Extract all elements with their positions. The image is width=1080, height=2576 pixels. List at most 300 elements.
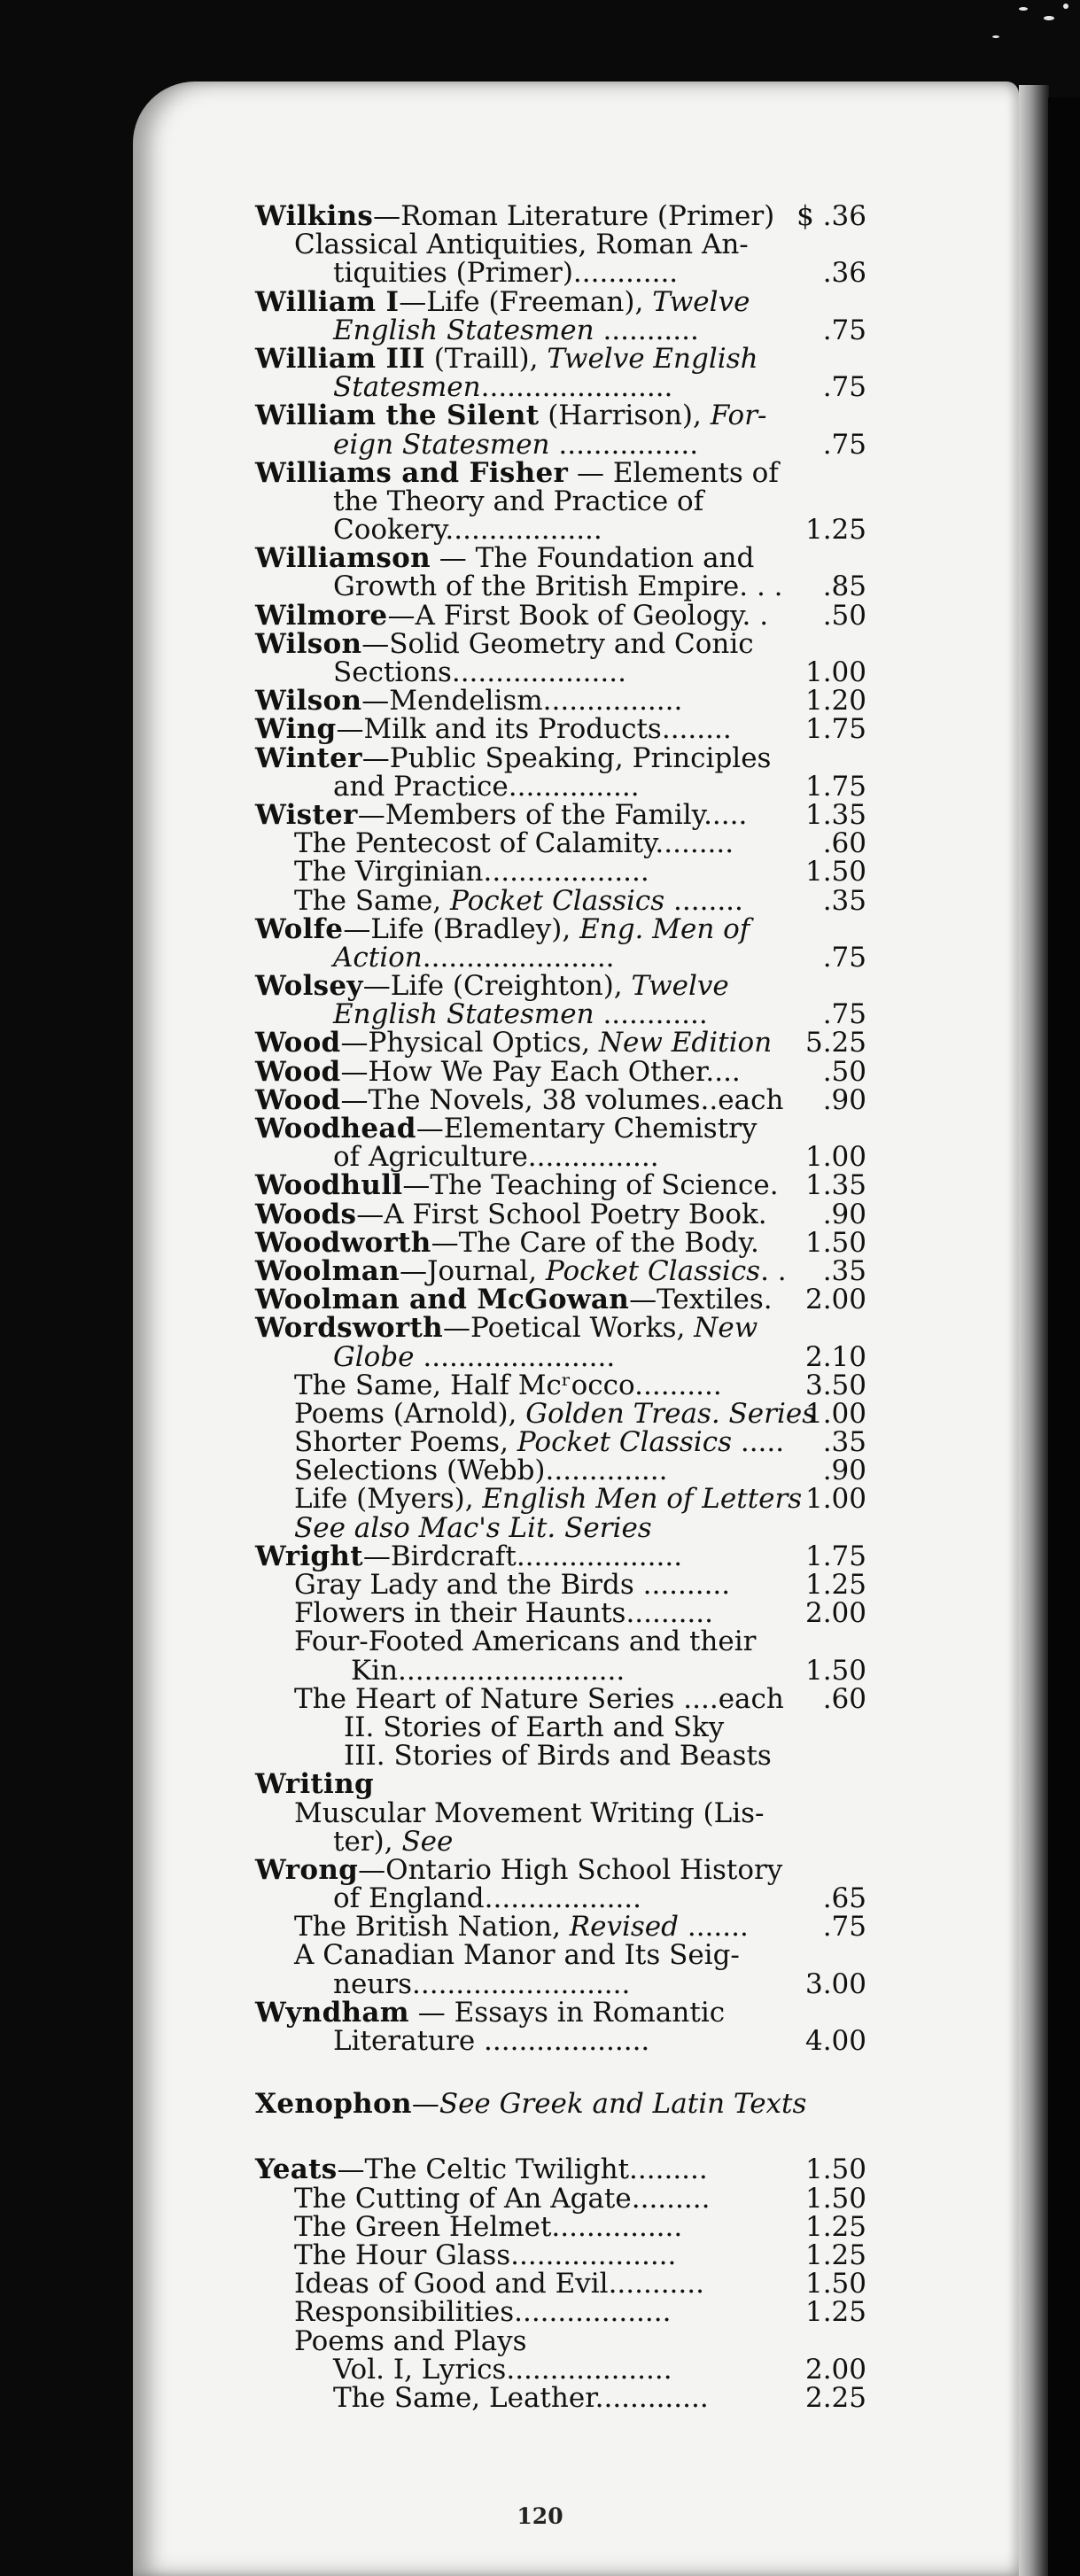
catalog-entry [255, 685, 866, 718]
entry-author: Wright [255, 1540, 363, 1572]
entry-text [255, 1998, 725, 2027]
catalog-entry [255, 2184, 866, 2213]
entry-price: .75 [822, 998, 866, 1031]
entry-title: The Heart of Nature Series ....each [294, 1682, 784, 1715]
entry-author: Wing [255, 713, 337, 746]
catalog-entry [255, 2268, 866, 2301]
entry-title: (Traill), [424, 342, 548, 375]
catalog-entry [255, 2210, 866, 2243]
entry-title: Sections.................... [333, 656, 626, 688]
entry-price: 3.00 [804, 1967, 866, 2000]
entry-price: 1.50 [804, 856, 866, 888]
entry-title: Poems and Plays [294, 2324, 527, 2357]
entry-author: Wilson [255, 627, 362, 660]
entry-title: III. Stories of Birds and Beasts [344, 1740, 772, 1773]
entry-price: .35 [822, 1254, 866, 1287]
entry-text [294, 1456, 667, 1485]
page-edge [1019, 85, 1049, 2576]
catalog-entry [255, 1340, 866, 1373]
entry-title: — [411, 2088, 439, 2121]
entry-title: Growth of the British Empire. . . [333, 570, 783, 603]
entry-price: .65 [822, 1882, 866, 1915]
entry-title: —Life (Creighton), [362, 970, 632, 1003]
entry-italic-title: Statesmen [333, 371, 481, 404]
entry-author: Yeats [255, 2153, 338, 2186]
entry-author: Wyndham [255, 1996, 409, 2029]
entry-title: The Pentecost of Calamity......... [294, 827, 734, 860]
catalog-listing [255, 202, 866, 2412]
entry-title: The Same, [294, 884, 451, 917]
entry-title: The Hour Glass................... [294, 2238, 677, 2271]
entry-text [333, 514, 602, 547]
entry-leader: ........ [664, 884, 743, 917]
entry-title: Flowers in their Haunts.......... [294, 1597, 713, 1630]
catalog-entry [255, 884, 866, 917]
entry-text [255, 713, 732, 746]
entry-title: Muscular Movement Writing (Lis- [294, 1796, 765, 1829]
catalog-entry [255, 1542, 866, 1571]
entry-author: Writing [255, 1768, 374, 1801]
entry-text [333, 1141, 659, 1174]
entry-price: 2.10 [804, 1340, 866, 1373]
entry-text [294, 1796, 765, 1829]
entry-title: The Green Helmet............... [294, 2210, 683, 2243]
entry-text [294, 2268, 704, 2301]
catalog-entry [255, 1285, 866, 1314]
catalog-entry [255, 1312, 866, 1345]
entry-title: —Life (Bradley), [343, 912, 580, 945]
catalog-entry [255, 1456, 866, 1485]
catalog-entry [255, 2155, 866, 2184]
catalog-entry [255, 316, 866, 345]
entry-title: —A First School Poetry Book. [356, 1198, 767, 1230]
entry-italic-title: Revised [569, 1911, 679, 1944]
entry-text [333, 1340, 616, 1373]
entry-title: Shorter Poems, [294, 1426, 517, 1459]
entry-text [255, 1200, 767, 1229]
entry-price: 1.00 [804, 1141, 866, 1174]
entry-title: —The Novels, 38 volumes..each [340, 1083, 784, 1116]
entry-text [294, 884, 743, 917]
entry-title: — Essays in Romantic [408, 1996, 726, 2029]
entry-price: 1.75 [804, 1540, 866, 1572]
entry-author: Woolman and McGowan [255, 1284, 630, 1316]
entry-author: Wilkins [255, 200, 374, 232]
entry-text [333, 572, 783, 601]
entry-italic-title: Pocket Classics [517, 1426, 732, 1459]
entry-text [333, 428, 699, 461]
entry-title: Gray Lady and the Birds .......... [294, 1569, 731, 1601]
entry-title: ...................... [480, 371, 673, 404]
entry-price: 2.00 [804, 1284, 866, 1316]
catalog-entry [255, 428, 866, 461]
entry-author: Wilson [255, 685, 362, 718]
entry-text [294, 230, 749, 259]
entry-text [333, 1884, 641, 1913]
entry-author: Williams and Fisher [255, 456, 569, 489]
entry-author: Woods [255, 1198, 357, 1230]
entry-italic-title: English Statesmen [333, 998, 594, 1031]
entry-title: —Solid Geometry and Conic [361, 627, 754, 660]
entry-title: —The Teaching of Science. [402, 1169, 779, 1202]
entry-price: 1.25 [804, 514, 866, 547]
entry-text [294, 1397, 817, 1430]
entry-title: Selections (Webb).............. [294, 1455, 668, 1487]
entry-italic-title: Pocket Classics [450, 884, 665, 917]
entry-title: —Public Speaking, Principles [361, 741, 772, 774]
entry-text [255, 1114, 758, 1143]
catalog-entry [255, 1028, 866, 1057]
catalog-entry [255, 1511, 866, 1544]
entry-price: .90 [822, 1083, 866, 1116]
entry-text [333, 257, 679, 290]
entry-text [344, 1713, 724, 1742]
entry-title: ............ [594, 998, 708, 1031]
entry-price: .75 [822, 314, 866, 346]
entry-italic-title: eign Statesmen [333, 428, 550, 461]
entry-text [255, 1169, 779, 1202]
entry-price: 1.50 [804, 2153, 866, 2186]
entry-price: .36 [822, 257, 866, 290]
entry-title: Vol. I, Lyrics................... [333, 2353, 672, 2386]
catalog-entry [255, 2355, 866, 2384]
entry-price: 1.75 [804, 713, 866, 746]
entry-author: Wolfe [255, 912, 344, 945]
entry-text [294, 1911, 749, 1944]
entry-italic-title: Action [333, 941, 423, 974]
entry-title: ter), [333, 1825, 402, 1858]
entry-text [333, 658, 626, 687]
catalog-entry [255, 1397, 866, 1430]
catalog-entry [255, 798, 866, 831]
entry-text [294, 1597, 713, 1630]
entry-author: Xenophon [255, 2088, 412, 2121]
entry-text [333, 2381, 709, 2414]
entry-text [255, 1226, 759, 1259]
entry-price: 1.25 [804, 2238, 866, 2271]
entry-title: ...................... [414, 1340, 616, 1373]
entry-price: 1.50 [804, 2268, 866, 2301]
catalog-entry [255, 401, 866, 430]
catalog-entry [255, 371, 866, 404]
entry-text [333, 998, 708, 1031]
catalog-entry [255, 1571, 866, 1599]
entry-leader: . . [760, 1254, 787, 1287]
catalog-entry [255, 230, 866, 259]
entry-italic-title: Golden Treas. Series [525, 1397, 817, 1430]
entry-price: 1.00 [804, 1483, 866, 1516]
catalog-entry [255, 202, 866, 230]
entry-text [294, 1511, 652, 1544]
entry-italic-title: New Edition [598, 1027, 773, 1059]
entry-title: The Virginian................... [294, 856, 649, 888]
entry-price: .50 [822, 1055, 866, 1088]
catalog-entry [255, 2238, 866, 2271]
catalog-entry [255, 1483, 866, 1516]
entry-title: —Journal, [399, 1254, 546, 1287]
entry-text [255, 627, 754, 660]
catalog-entry [255, 827, 866, 860]
catalog-entry [255, 1911, 866, 1944]
entry-text [294, 1571, 730, 1599]
entry-author: Woolman [255, 1254, 400, 1287]
entry-text [255, 2155, 708, 2184]
catalog-entry [255, 1254, 866, 1287]
entry-price: .75 [822, 371, 866, 404]
entry-text [294, 2184, 710, 2213]
catalog-entry [255, 2296, 866, 2329]
entry-text [333, 772, 640, 801]
catalog-entry [255, 1083, 866, 1116]
entry-text [333, 2355, 672, 2384]
catalog-entry [255, 2027, 866, 2055]
entry-title: ........... [594, 314, 699, 346]
entry-price: .90 [822, 1198, 866, 1230]
entry-price: 1.25 [804, 2296, 866, 2329]
entry-author: Wood [255, 1027, 341, 1059]
catalog-entry [255, 857, 866, 886]
entry-text [344, 1740, 772, 1773]
entry-text [294, 1939, 740, 1972]
entry-text [294, 827, 734, 860]
entry-price: 2.00 [804, 2353, 866, 2386]
catalog-entry [255, 1796, 866, 1829]
entry-price: .90 [822, 1455, 866, 1487]
catalog-entry [255, 2088, 866, 2121]
entry-text [255, 342, 758, 375]
entry-title: (Harrison), [539, 400, 711, 432]
catalog-entry [255, 1713, 866, 1742]
entry-italic-title: See also Mac's Lit. Series [294, 1511, 652, 1544]
catalog-entry [255, 1426, 866, 1459]
entry-price: 1.35 [804, 798, 866, 831]
entry-price: .35 [822, 884, 866, 917]
entry-title: Life (Myers), [294, 1483, 483, 1516]
catalog-entry [255, 1939, 866, 1972]
entry-text [294, 857, 649, 886]
entry-text [294, 1483, 803, 1516]
catalog-entry [255, 1853, 866, 1886]
entry-text [351, 1654, 625, 1687]
entry-italic-title: Globe [333, 1340, 415, 1373]
entry-author: William I [255, 285, 400, 318]
entry-text [294, 2324, 527, 2357]
entry-author: Woodworth [255, 1226, 431, 1259]
catalog-entry [255, 285, 866, 318]
entry-price: .35 [822, 1426, 866, 1459]
entry-price: 3.50 [804, 1369, 866, 1401]
entry-price: 1.00 [804, 656, 866, 688]
entry-text [255, 1285, 773, 1314]
entry-title: Cookery.................. [333, 514, 602, 547]
entry-text [294, 1426, 785, 1459]
catalog-entry [255, 1141, 866, 1174]
catalog-entry [255, 1371, 866, 1400]
entry-text [333, 943, 615, 972]
catalog-entry [255, 1169, 866, 1202]
catalog-entry [255, 1200, 866, 1229]
entry-title: The Cutting of An Agate......... [294, 2182, 711, 2215]
entry-title: the Theory and Practice of [333, 485, 704, 517]
catalog-entry [255, 542, 866, 575]
entry-title: ................ [549, 428, 699, 461]
entry-price: 1.25 [804, 2210, 866, 2243]
catalog-entry [255, 1740, 866, 1773]
entry-text [255, 401, 767, 430]
entry-title: — The Foundation and [430, 542, 755, 575]
catalog-entry [255, 943, 866, 972]
catalog-entry [255, 1226, 866, 1259]
entry-title: Responsibilities.................. [294, 2296, 672, 2329]
entry-price: .75 [822, 941, 866, 974]
catalog-entry [255, 1967, 866, 2000]
entry-author: Wister [255, 798, 358, 831]
entry-price: 4.00 [804, 2025, 866, 2057]
section-gap [255, 2118, 866, 2155]
catalog-entry [255, 998, 866, 1031]
catalog-entry [255, 2324, 866, 2357]
entry-text [255, 2088, 807, 2121]
entry-title: —Textiles. [629, 1284, 773, 1316]
entry-title: Classical Antiquities, Roman An- [294, 229, 749, 261]
entry-price: .50 [822, 599, 866, 632]
entry-title: —Birdcraft................... [362, 1540, 683, 1572]
entry-text [255, 912, 750, 945]
entry-title: —Poetical Works, [442, 1312, 695, 1345]
entry-title: Literature ................... [333, 2025, 650, 2057]
entry-text [255, 1853, 783, 1886]
entry-text [294, 2210, 683, 2243]
catalog-entry [255, 1998, 866, 2027]
entry-italic-title: English Men of Letters [482, 1483, 803, 1516]
entry-title: neurs......................... [333, 1967, 631, 2000]
entry-price: 1.35 [804, 1169, 866, 1202]
entry-text [255, 741, 772, 774]
entry-title: Poems (Arnold), [294, 1397, 526, 1430]
entry-price: .60 [822, 1682, 866, 1715]
entry-title: —A First Book of Geology. . [387, 599, 769, 632]
entry-italic-title: Twelve English [547, 342, 758, 375]
entry-price: 1.25 [804, 1569, 866, 1601]
entry-price: 2.00 [804, 1597, 866, 1630]
entry-author: Wood [255, 1055, 341, 1088]
entry-text [294, 2238, 677, 2271]
entry-author: Williamson [255, 542, 431, 575]
entry-title: A Canadian Manor and Its Seig- [294, 1939, 740, 1972]
catalog-entry [255, 1654, 866, 1687]
entry-price: 1.50 [804, 1654, 866, 1687]
catalog-entry [255, 601, 866, 630]
catalog-entry [255, 1627, 866, 1656]
catalog-entry [255, 1768, 866, 1801]
entry-text [255, 798, 748, 831]
entry-title: and Practice............... [333, 770, 640, 803]
catalog-entry [255, 1682, 866, 1715]
entry-author: Winter [255, 741, 362, 774]
entry-title: II. Stories of Earth and Sky [344, 1711, 725, 1743]
entry-title: tiquities (Primer)............ [333, 257, 679, 290]
entry-title: The Same, Half Mcʳocco.......... [294, 1369, 722, 1401]
entry-italic-title: For- [710, 400, 767, 432]
entry-author: Wordsworth [255, 1312, 443, 1345]
page-shadow [1048, 97, 1080, 2576]
entry-title: Ideas of Good and Evil........... [294, 2268, 704, 2301]
entry-title: —How We Pay Each Other.... [340, 1055, 741, 1088]
section-gap [255, 2055, 866, 2090]
entry-title: —Physical Optics, [340, 1027, 599, 1059]
catalog-entry [255, 2381, 866, 2414]
catalog-entry [255, 741, 866, 774]
entry-price: 5.25 [804, 1027, 866, 1059]
entry-text [255, 601, 768, 630]
entry-title: of Agriculture............... [333, 1141, 659, 1174]
catalog-entry [255, 572, 866, 601]
entry-author: Wrong [255, 1853, 359, 1886]
entry-author: Woodhull [255, 1169, 403, 1202]
catalog-entry [255, 713, 866, 746]
entry-italic-title: Twelve [652, 285, 750, 318]
entry-text [333, 1827, 453, 1856]
entry-text [255, 1083, 784, 1116]
entry-text [333, 487, 703, 516]
catalog-entry [255, 257, 866, 290]
entry-text [294, 1682, 784, 1715]
entry-leader: ....... [679, 1911, 749, 1944]
entry-author: Wilmore [255, 599, 388, 632]
entry-title: ...................... [422, 941, 615, 974]
entry-italic-title: See [401, 1825, 454, 1858]
catalog-entry [255, 514, 866, 547]
entry-author: William the Silent [255, 400, 540, 432]
entry-text [255, 1542, 682, 1571]
catalog-entry [255, 1055, 866, 1088]
entry-title: —Members of the Family..... [357, 798, 748, 831]
catalog-entry [255, 1827, 866, 1856]
catalog-entry [255, 456, 866, 489]
entry-text [333, 2027, 649, 2055]
entry-text [255, 456, 779, 489]
entry-text [255, 1768, 374, 1801]
entry-text [255, 685, 683, 718]
entry-title: —The Care of the Body. [431, 1226, 759, 1259]
entry-author: William III [255, 342, 425, 375]
entry-text [294, 1371, 722, 1400]
entry-title: —Roman Literature (Primer) [373, 200, 775, 232]
entry-author: Wolsey [255, 970, 363, 1003]
entry-italic-title: New [694, 1312, 758, 1345]
entry-italic-title: Eng. Men of [579, 912, 750, 945]
entry-text [294, 1627, 756, 1656]
entry-text [255, 1028, 772, 1057]
entry-price: $ .36 [796, 200, 866, 232]
entry-text [255, 542, 755, 575]
entry-text [333, 316, 699, 345]
entry-price: 1.75 [804, 770, 866, 803]
entry-title: —Life (Freeman), [399, 285, 653, 318]
entry-title: of England.................. [333, 1882, 642, 1915]
entry-price: .75 [822, 1911, 866, 1944]
entry-price: 1.00 [804, 1397, 866, 1430]
entry-leader: ..... [731, 1426, 785, 1459]
entry-title: —The Celtic Twilight......... [337, 2153, 708, 2186]
entry-price: .75 [822, 428, 866, 461]
entry-italic-title: English Statesmen [333, 314, 594, 346]
catalog-entry [255, 487, 866, 516]
catalog-entry [255, 1884, 866, 1913]
page-number: 120 [517, 2503, 563, 2529]
entry-text [255, 285, 750, 318]
entry-price: 1.50 [804, 1226, 866, 1259]
